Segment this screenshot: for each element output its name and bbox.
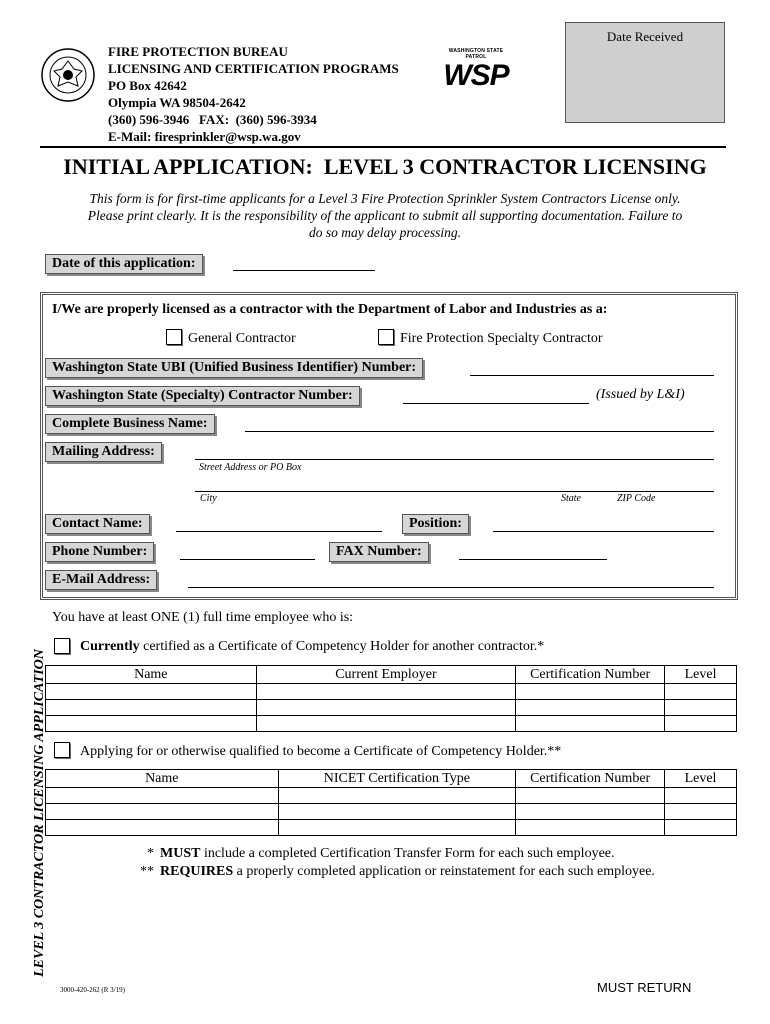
- phone-number-label: Phone Number:: [45, 542, 154, 562]
- level-cell[interactable]: [665, 820, 737, 836]
- applying-checkbox[interactable]: [54, 742, 70, 758]
- nicet-type-cell[interactable]: [278, 788, 516, 804]
- name-cell[interactable]: [46, 684, 257, 700]
- applying-holders-table: [45, 769, 737, 836]
- header-rule: [40, 146, 726, 148]
- table-header-row: [46, 770, 737, 788]
- table-row: [46, 788, 737, 804]
- nicet-type-cell[interactable]: [278, 820, 516, 836]
- date-received-box: [565, 22, 725, 123]
- column-header: NICET Certification Type: [278, 770, 516, 788]
- column-header: Name: [46, 666, 257, 684]
- issued-by-note: (Issued by L&I): [596, 387, 685, 402]
- must-return: MUST RETURN: [597, 980, 692, 995]
- column-header: Level: [665, 770, 737, 788]
- nicet-type-cell[interactable]: [278, 804, 516, 820]
- date-received-label: Date Received: [606, 29, 684, 44]
- cert-number-cell[interactable]: [516, 804, 665, 820]
- phone-number-field[interactable]: [180, 559, 315, 560]
- employee-intro: You have at least ONE (1) full time employee who is:: [52, 610, 354, 625]
- contractor-number-field[interactable]: [403, 403, 589, 404]
- phone-fax: (360) 596-3946 FAX: (360) 596-3934: [108, 112, 317, 127]
- footnote-2: [130, 864, 655, 880]
- specialty-contractor-label: Fire Protection Specialty Contractor: [400, 331, 603, 346]
- zip-hint: ZIP Code: [617, 493, 656, 504]
- footnote-2-rest: a properly completed application or reinstatement for each such employee.: [233, 864, 655, 879]
- cert-number-cell[interactable]: [516, 788, 665, 804]
- level-cell[interactable]: [665, 788, 737, 804]
- state-hint: State: [561, 493, 581, 504]
- header-block: [108, 43, 399, 145]
- program-name: LICENSING AND CERTIFICATION PROGRAMS: [108, 61, 399, 76]
- column-header: Certification Number: [516, 770, 665, 788]
- ubi-label: Washington State UBI (Unified Business Identifier) Number:: [45, 358, 423, 378]
- employer-cell[interactable]: [256, 700, 516, 716]
- contact-email: E-Mail: firesprinkler@wsp.wa.gov: [108, 129, 301, 144]
- fax-number-label: FAX Number:: [329, 542, 429, 562]
- applying-text: Applying for or otherwise qualified to become a Certificate of Competency Holder.**: [80, 744, 562, 759]
- fire-bureau-seal: [40, 44, 96, 106]
- footnote-1: [130, 846, 615, 862]
- employer-cell[interactable]: [256, 684, 516, 700]
- table-header-row: [46, 666, 737, 684]
- license-heading: I/We are properly licensed as a contractor with the Department of Labor and Industries as a:: [52, 302, 608, 317]
- column-header: Name: [46, 770, 279, 788]
- contact-name-field[interactable]: [176, 531, 382, 532]
- email-address-label: E-Mail Address:: [45, 570, 157, 590]
- table-row: [46, 716, 737, 732]
- cert-number-cell[interactable]: [516, 684, 665, 700]
- intro-line-2: Please print clearly. It is the responsibility of the applicant to submit all supporting documentation. Failure to: [87, 208, 683, 223]
- general-contractor-label: General Contractor: [188, 331, 296, 346]
- position-label: Position:: [402, 514, 469, 534]
- intro-text: [40, 190, 730, 241]
- footnote-1-mark: *: [147, 846, 154, 861]
- po-box: PO Box 42642: [108, 78, 187, 93]
- date-of-application-field[interactable]: [233, 270, 375, 271]
- business-name-field[interactable]: [245, 431, 714, 432]
- footnote-1-rest: include a completed Certification Transfer Form for each such employee.: [200, 846, 615, 861]
- intro-line-3: do so may delay processing.: [308, 225, 462, 240]
- wsp-logo-sub: WASHINGTON STATE PATROL: [448, 48, 504, 60]
- footnote-1-bold: MUST: [160, 846, 201, 861]
- table-row: [46, 684, 737, 700]
- wsp-logo-text: WSP: [443, 59, 509, 92]
- table-row: [46, 820, 737, 836]
- intro-line-1: This form is for first-time applicants for a Level 3 Fire Protection Sprinkler System Contractors License only.: [89, 191, 681, 206]
- table-row: [46, 804, 737, 820]
- table-row: [46, 700, 737, 716]
- date-of-application-label: Date of this application:: [45, 254, 203, 274]
- form-number: 3000-420-262 (R 3/19): [60, 986, 125, 994]
- specialty-contractor-checkbox[interactable]: [378, 329, 394, 345]
- footnote-2-mark: **: [140, 864, 154, 879]
- cert-number-cell[interactable]: [516, 820, 665, 836]
- contact-name-label: Contact Name:: [45, 514, 150, 534]
- contractor-number-label: Washington State (Specialty) Contractor Number:: [45, 386, 360, 406]
- street-hint: Street Address or PO Box: [199, 462, 302, 473]
- name-cell[interactable]: [46, 788, 279, 804]
- cert-number-cell[interactable]: [516, 700, 665, 716]
- city-state-zip-field[interactable]: [195, 491, 714, 492]
- business-name-label: Complete Business Name:: [45, 414, 215, 434]
- level-cell[interactable]: [665, 716, 737, 732]
- name-cell[interactable]: [46, 716, 257, 732]
- ubi-field[interactable]: [470, 375, 714, 376]
- name-cell[interactable]: [46, 820, 279, 836]
- general-contractor-checkbox[interactable]: [166, 329, 182, 345]
- currently-bold: Currently: [80, 639, 140, 654]
- position-field[interactable]: [493, 531, 714, 532]
- currently-certified-text: [80, 639, 544, 655]
- column-header: Current Employer: [256, 666, 516, 684]
- street-address-field[interactable]: [195, 459, 714, 460]
- footnote-2-bold: REQUIRES: [160, 864, 234, 879]
- city-address: Olympia WA 98504-2642: [108, 95, 246, 110]
- name-cell[interactable]: [46, 804, 279, 820]
- page-title: INITIAL APPLICATION: LEVEL 3 CONTRACTOR LICENSING: [63, 154, 707, 179]
- currently-rest: certified as a Certificate of Competency Holder for another contractor.*: [139, 639, 545, 654]
- level-cell[interactable]: [665, 700, 737, 716]
- current-holders-table: [45, 665, 737, 732]
- level-cell[interactable]: [665, 684, 737, 700]
- wsp-logo: [438, 48, 514, 92]
- email-address-field[interactable]: [188, 587, 714, 588]
- cert-number-cell[interactable]: [516, 716, 665, 732]
- column-header: Certification Number: [516, 666, 665, 684]
- name-cell[interactable]: [46, 700, 257, 716]
- city-hint: City: [200, 493, 217, 504]
- employer-cell[interactable]: [256, 716, 516, 732]
- currently-certified-checkbox[interactable]: [54, 638, 70, 654]
- org-name: FIRE PROTECTION BUREAU: [108, 44, 288, 59]
- column-header: Level: [665, 666, 737, 684]
- fax-number-field[interactable]: [459, 559, 607, 560]
- side-label: LEVEL 3 CONTRACTOR LICENSING APPLICATION: [32, 649, 47, 977]
- level-cell[interactable]: [665, 804, 737, 820]
- mailing-address-label: Mailing Address:: [45, 442, 162, 462]
